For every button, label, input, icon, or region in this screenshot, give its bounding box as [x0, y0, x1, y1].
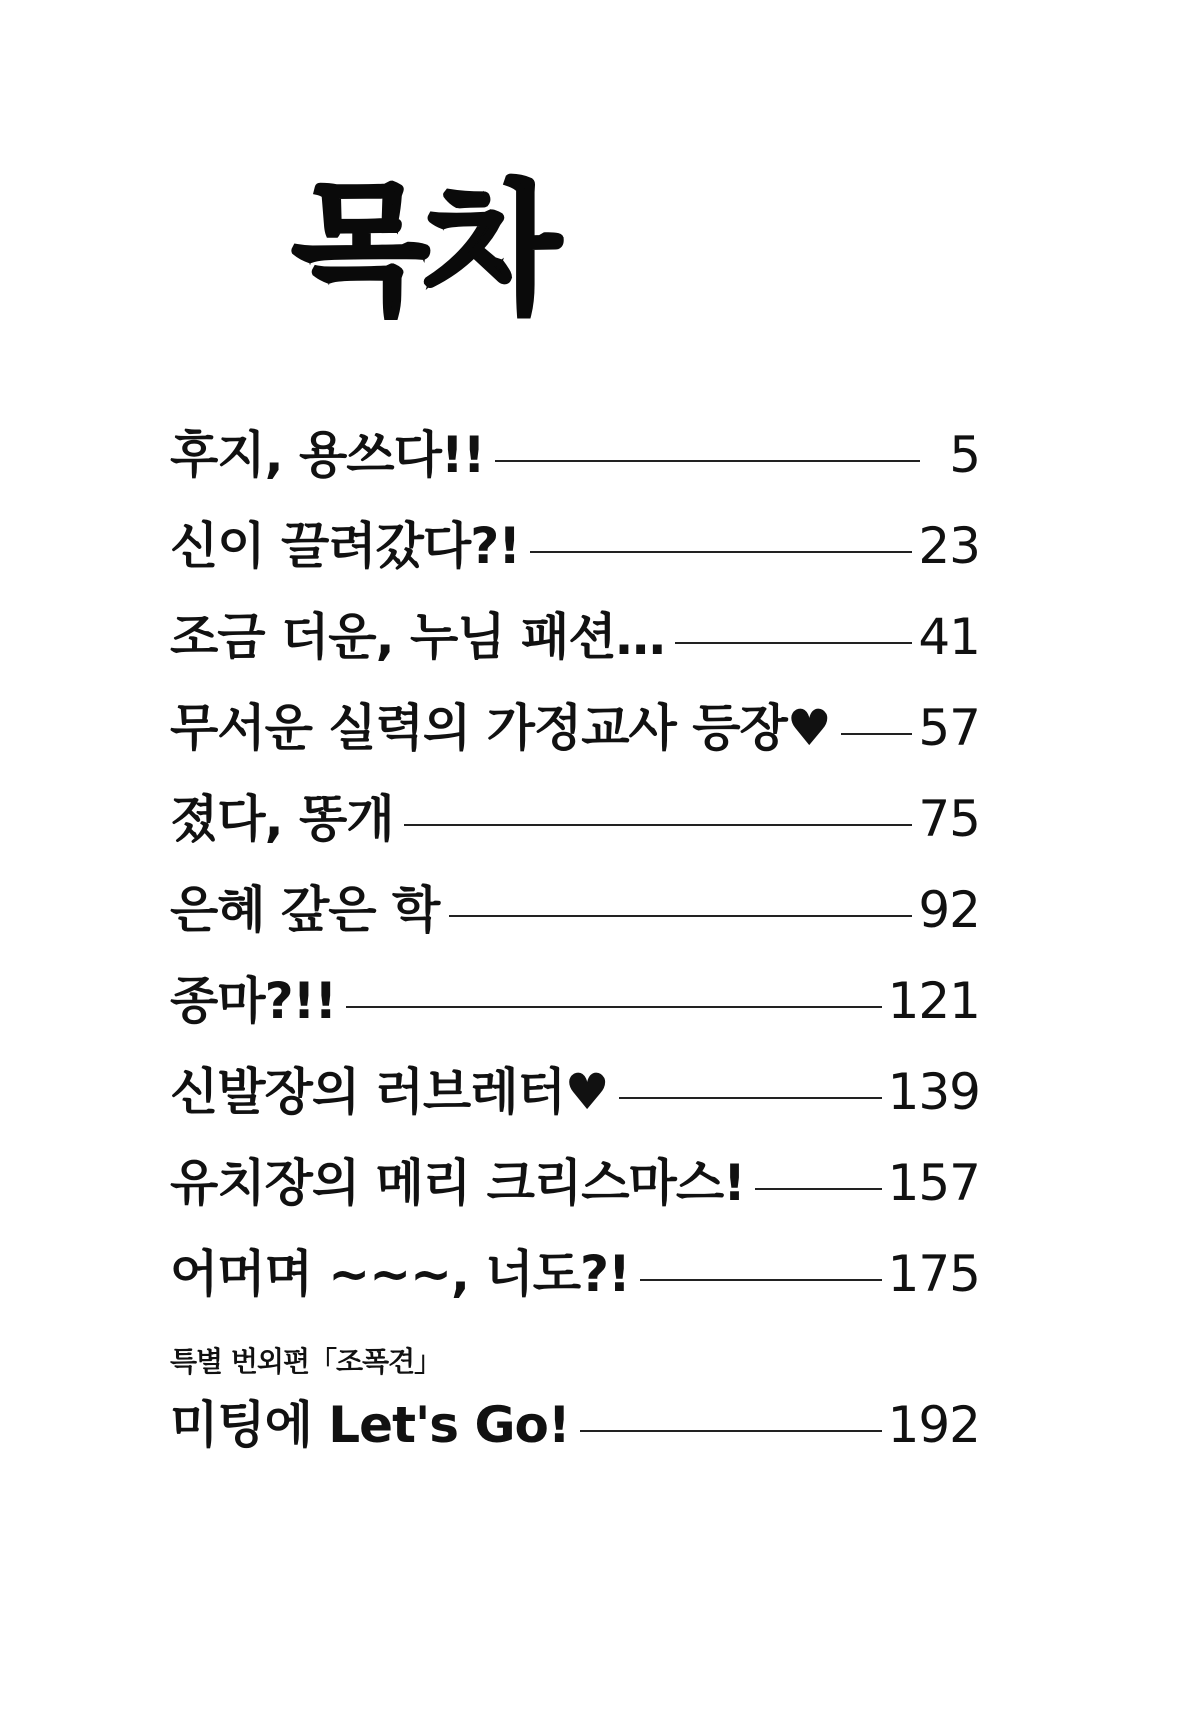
page-title: 목차	[292, 168, 555, 333]
leader-line	[580, 1430, 882, 1432]
leader-line	[530, 551, 912, 553]
toc-entry[interactable]	[170, 511, 980, 581]
toc-entry-page: 121	[887, 972, 980, 1030]
leader-line	[640, 1279, 882, 1281]
toc-entry[interactable]	[170, 784, 980, 854]
toc-entry-label: 조금 더운, 누님 패션…	[170, 608, 665, 666]
leader-line	[755, 1188, 882, 1190]
toc-entry-label: 어머며 ~~~, 너도?!	[170, 1245, 630, 1303]
special-section-label: 특별 번외편「조폭견」	[170, 1345, 442, 1378]
toc-entry-label: 무서운 실력의 가정교사 등장♥	[170, 699, 831, 757]
toc-entry-page: 175	[887, 1245, 980, 1303]
toc-entry-page: 41	[918, 608, 980, 666]
toc-entry-special[interactable]	[170, 1390, 980, 1460]
toc-entry[interactable]	[170, 420, 980, 490]
toc-entry-label: 유치장의 메리 크리스마스!	[170, 1154, 745, 1212]
leader-line	[841, 733, 913, 735]
toc-entry[interactable]	[170, 966, 980, 1036]
toc-entry-page: 92	[918, 881, 980, 939]
toc-entry-page: 5	[949, 426, 980, 484]
toc-entry[interactable]	[170, 693, 980, 763]
toc-entry[interactable]	[170, 1239, 980, 1309]
leader-line	[346, 1006, 881, 1008]
toc-entry[interactable]	[170, 875, 980, 945]
toc-entry-label: 후지, 용쓰다!!	[170, 426, 485, 484]
toc-entry-page: 75	[918, 790, 980, 848]
toc-entry-label: 졌다, 똥개	[170, 790, 394, 848]
toc-entry-label: 은혜 갚은 학	[170, 881, 440, 939]
toc-entry[interactable]	[170, 1148, 980, 1218]
leader-line	[495, 460, 920, 462]
toc-entry-label: 종마?!!	[170, 972, 337, 1030]
toc-entry-page: 139	[887, 1063, 980, 1121]
toc-entry[interactable]	[170, 602, 980, 672]
toc-entry-page: 157	[887, 1154, 980, 1212]
leader-line	[675, 642, 913, 644]
toc-entry[interactable]	[170, 1057, 980, 1127]
toc-entry-page: 57	[918, 699, 980, 757]
leader-line	[619, 1097, 882, 1099]
toc-entry-page: 23	[918, 517, 980, 575]
leader-line	[449, 915, 912, 917]
toc-entry-label: 신발장의 러브레터♥	[170, 1063, 609, 1121]
toc-entry-page: 192	[887, 1396, 980, 1454]
leader-line	[404, 824, 913, 826]
toc-entry-label: 미팅에 Let's Go!	[170, 1396, 570, 1454]
toc-entry-label: 신이 끌려갔다?!	[170, 517, 521, 575]
